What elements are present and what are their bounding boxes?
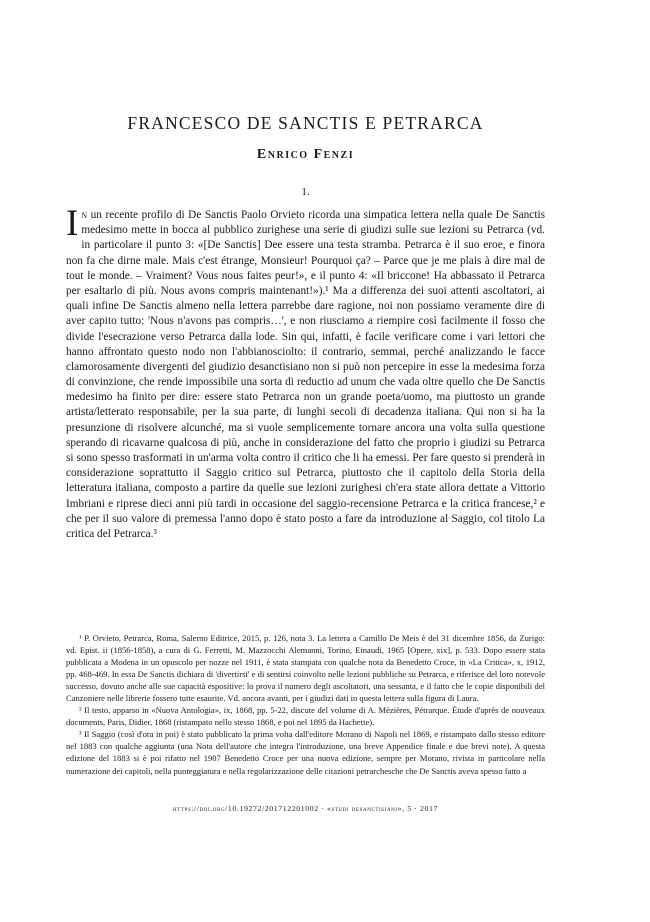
footnotes	[66, 632, 545, 777]
page-footer: https://doi.org/10.19272/201712201002 · «studi desanctisiani», 5 · 2017	[172, 804, 439, 813]
footnote: ³ Il Saggio (così d'ora in poi) è stato pubblicato la prima volta dall'editore Morano di Napoli nel 1869, e ristampato dallo stesso editore nel 1883 con qualche aggiunta (una Nota dell'autore che integra l'introduzione, una breve Appendice finale e due brevi note). A questa edizione del 1883 si è poi rifatto nel 1907 Benedetto Croce per una nuova edizione, sempre per Morano, rivista in particolare nella numerazione dei capitoli, nella punteggiatura e nella regolarizzazione delle citazioni petrarchesche che De Sanctis aveva spesso fatto a	[66, 729, 545, 776]
lead-small-caps: n	[81, 209, 88, 221]
section-number: 1.	[301, 186, 310, 198]
drop-cap: I	[66, 203, 79, 244]
footnote: ² Il testo, apparso in «Nuova Antologia», ix, 1868, pp. 5-22, discute del volume di A. Mézières, Pétrarque. Étude d'après de nouveaux documents, Paris, Didier, 1868 (ristampato nello stesso 1868, e poi nel 1895 da Hachette).	[66, 705, 545, 728]
footnote: ¹ P. Orvieto, Petrarca, Roma, Salerno Editrice, 2015, p. 126, nota 3. La lettera a Camillo De Meis è del 31 dicembre 1856, da Zurigo: vd. Epist. ii (1856-1858), a cura di G. Ferretti, M. Mazzocchi Alemanni, Torino, Einaudi, 1965 [Opere, xix], p. 533. Dopo essere stata pubblicata a Modena in un opuscolo per nozze nel 1911, è stata stampata con qualche nota da Benedetto Croce, in «La Critica», x, 1912, pp. 468-469. In essa De Sanctis dichiara di 'divertirsi' e di sentirsi coinvolto nelle lezioni pubbliche su Petrarca, e riferisce del loro notevole successo, dovuto anche alle sue capacità espositive: lo prova il numero degli ascoltatori, una sessanta, e il fatto che le copie disponibili del Canzoniere nelle librerie fossero tutte esaurite. Vd. ancora avanti, per i giudizi dati in questa lettera sulla figura di Laura.	[66, 633, 545, 704]
author-name: Enrico Fenzi	[256, 147, 355, 162]
paragraph-text: un recente profilo di De Sanctis Paolo Orvieto ricorda una simpatica lettera nella quale De Sanctis medesimo mette in bocca al pubblico zurighese una serie di giudizi sulle sue lezioni su Petrarca (vd. in particolare il punto 3: «[De Sanctis] Dee essere una testa stramba. Petrarca è il suo eroe, e finora non fa che dirne male. Mais c'est étrange, Monsieur! Pourquoi ça? – Parce que je me plais à dire mal de tout le monde. – Vraiment? Vous nous faites peur!», e il punto 4: «Il briccone! Ha abbassato il Petrarca per esaltarlo di più. Nous avons compris maintenant!»).¹ Ma a differenza dei suoi attenti ascoltatori, ai quali infine De Sanctis almeno nella lettera parrebbe dare ragione, noi non possiamo veramente dire di aver capito tutto: 'Nous n'avons pas compris…', e non riusciamo a riempire così facilmente il fosso che divide l'esecrazione verso Petrarca dalla lode. Sin qui, infatti, è facile verificare come i vari lettori che hanno affrontato questo nodo non l'abbianosciolto: il contrario, semmai, perché analizzando le facce clamorosamente divergenti del giudizio desanctisiano non si può non percepire in esse la medesima forza di convinzione, che rende impossibile una sorta di reductio ad unum che vada oltre quello che De Sanctis medesimo ha finito per dire: essere stato Petrarca non un grande poeta/uomo, ma piuttosto un grande artista/letterato responsabile, per la sua parte, di lunghi secoli di decadenza italiana. Qui non si ha la presunzione di risolvere alcunché, ma si vuole semplicemente tornare ancora una volta sulla questione sperando di ricavarne qualcosa di più, anche in considerazione del fatto che proprio i giudizi su Petrarca si sono spesso trasformati in un'arma volta contro il critico che li ha emessi. Per fare questo si prenderà in considerazione soprattutto il Saggio critico sul Petrarca, piuttosto che il capitolo della Storia della letteratura italiana, composto a partire da quelle sue lezioni zurighesi ch'era state allora dettate a Vittorio Imbriani e riprese dieci anni più tardi in occasione del saggio-recensione Petrarca e la critica francese,² e che per il suo valore di premessa l'anno dopo è stato posto a fare da introduzione al Saggio, col titolo La critica del Petrarca.³	[66, 209, 545, 540]
body-text	[66, 203, 545, 542]
article-title: FRANCESCO DE SANCTIS E PETRARCA	[127, 113, 484, 133]
paragraph	[66, 203, 545, 542]
